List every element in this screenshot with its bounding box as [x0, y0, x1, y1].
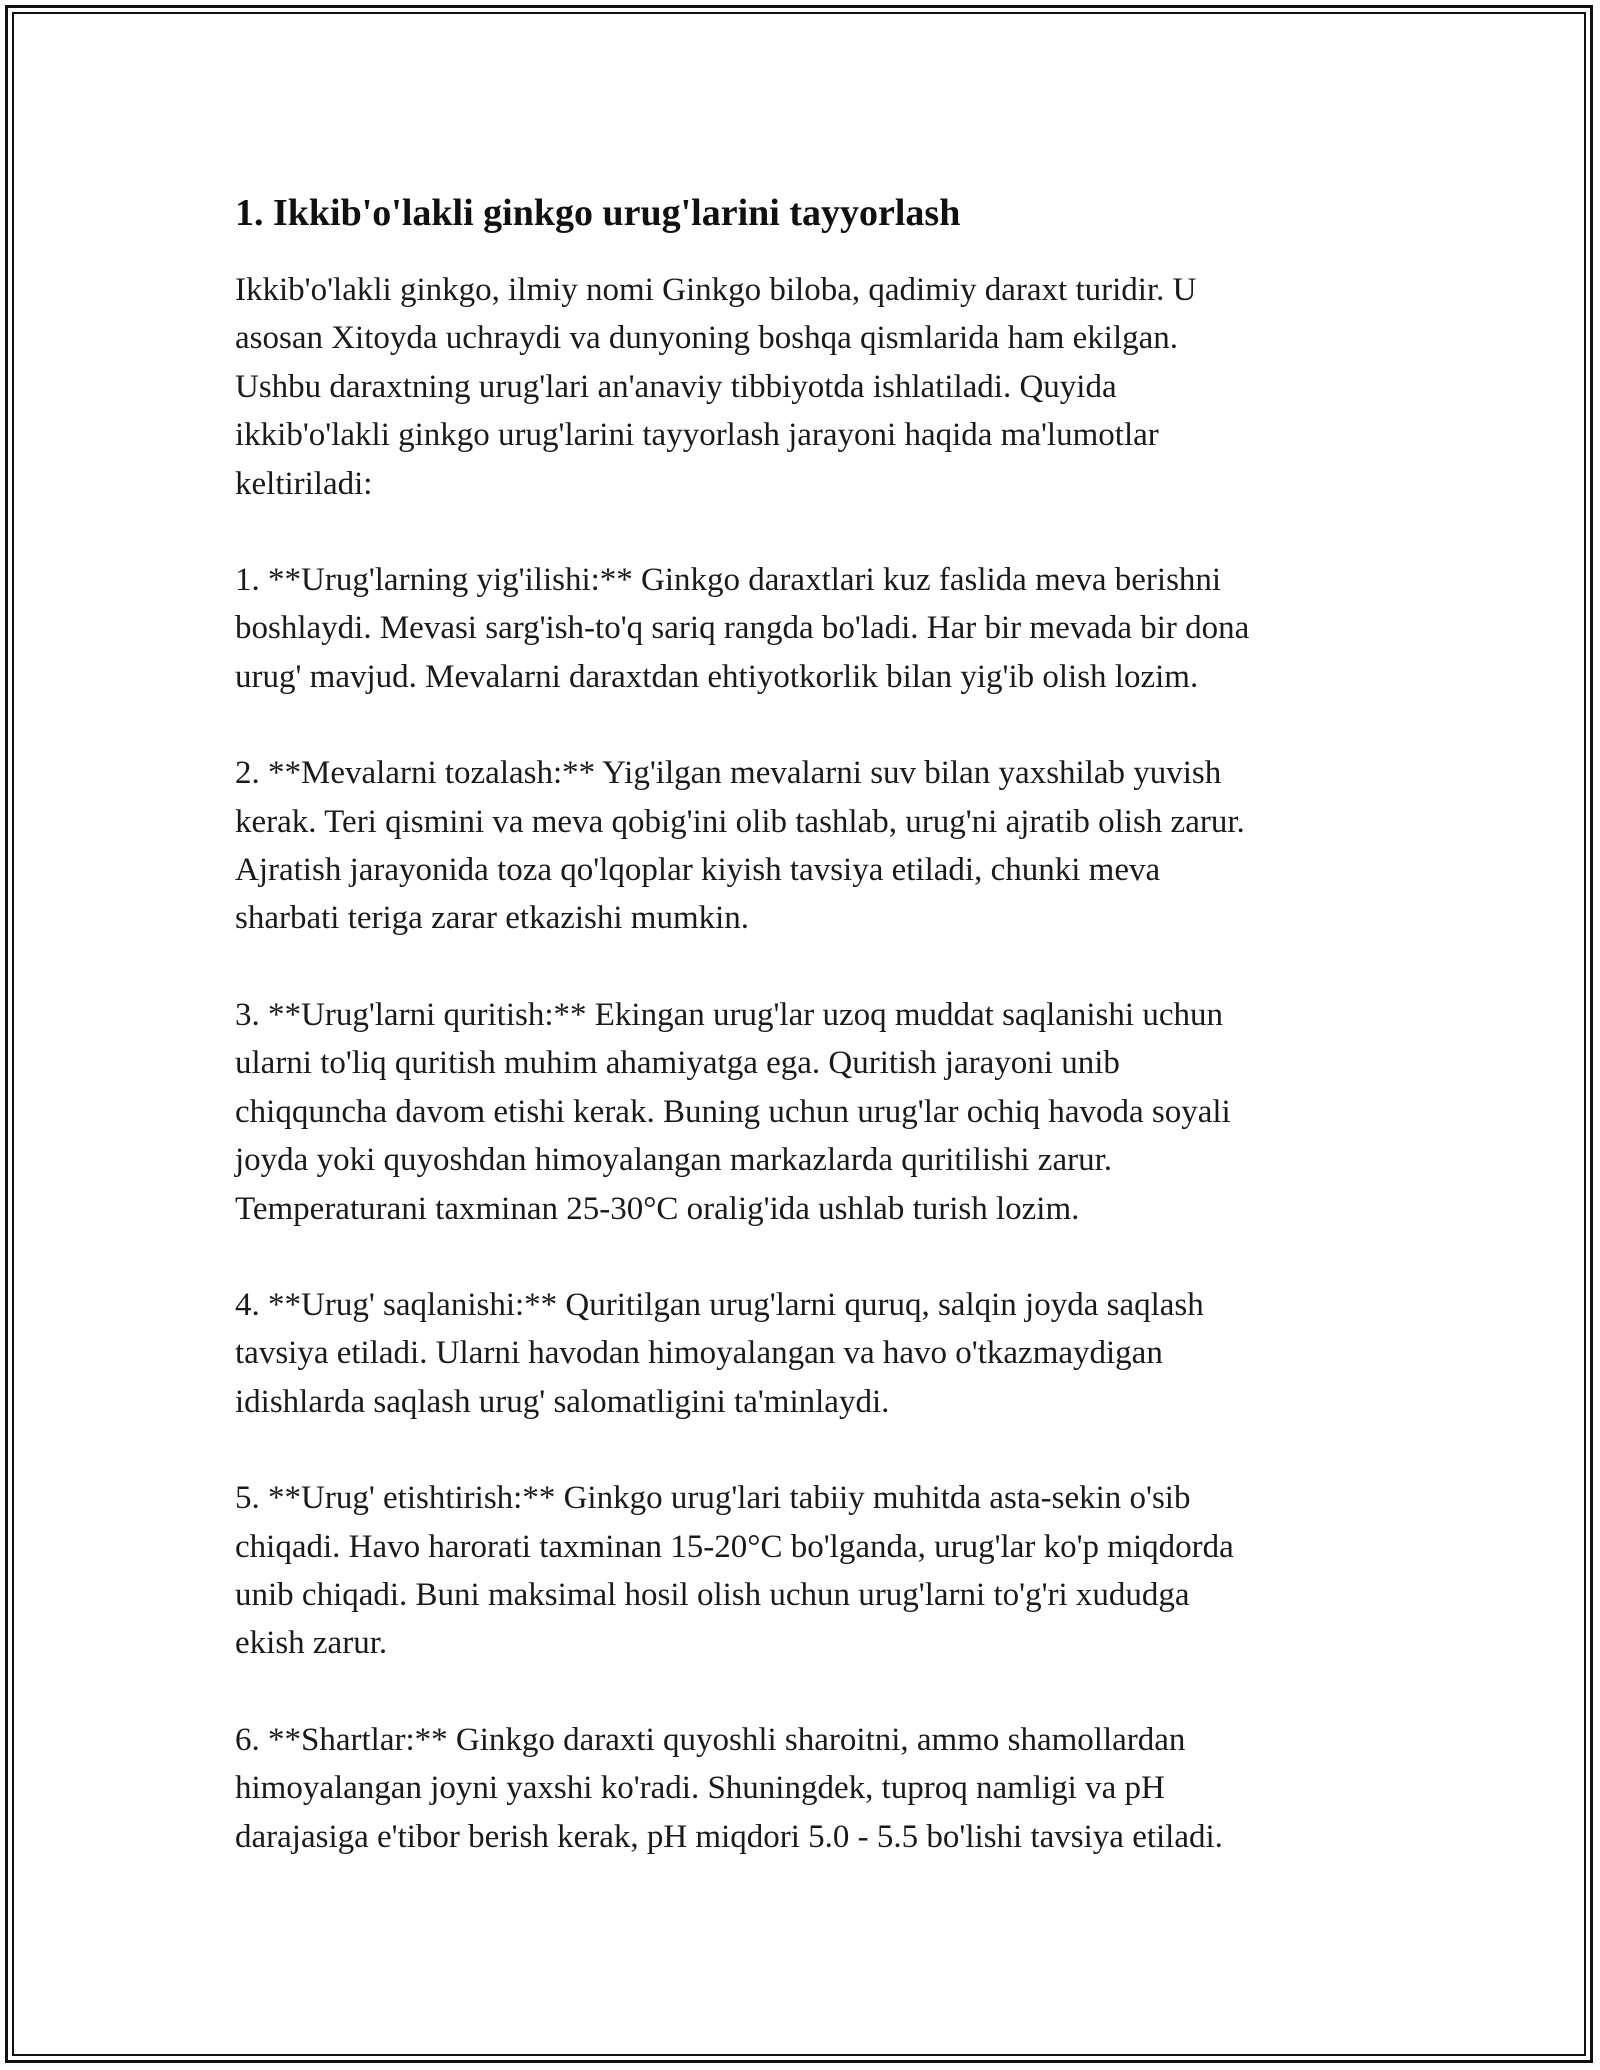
step-3-line: ularni to'liq quritish muhim ahamiyatga ega. Quritish jarayoni unib — [235, 1045, 1120, 1082]
step-2-line: sharbati teriga zarar etkazishi mumkin. — [235, 900, 750, 937]
step-5-line: ekish zarur. — [235, 1625, 388, 1662]
step-2-line: 2. **Mevalarni tozalash:** Yig'ilgan mevalarni suv bilan yaxshilab yuvish — [235, 755, 1222, 792]
intro-line: ikkib'o'lakli ginkgo urug'larini tayyorlash jarayoni haqida ma'lumotlar — [235, 417, 1159, 454]
step-1-line: urug' mavjud. Mevalarni daraxtdan ehtiyotkorlik bilan yig'ib olish lozim. — [235, 658, 1199, 695]
step-2-line: kerak. Teri qismini va meva qobig'ini olib tashlab, urug'ni ajratib olish zarur. — [235, 803, 1245, 840]
document-body — [235, 188, 1375, 1909]
step-3-line: 3. **Urug'larni quritish:** Ekingan urug'lar uzoq muddat saqlanishi uchun — [235, 996, 1223, 1033]
step-1-line: 1. **Urug'larning yig'ilishi:** Ginkgo daraxtlari kuz faslida meva berishni — [235, 562, 1222, 599]
step-1-paragraph — [235, 556, 1375, 701]
step-4-paragraph — [235, 1281, 1375, 1426]
step-3-line: joyda yoki quyoshdan himoyalangan markazlarda quritilishi zarur. — [235, 1142, 1113, 1179]
step-4-line: 4. **Urug' saqlanishi:** Quritilgan urug'larni quruq, salqin joyda saqlash — [235, 1286, 1204, 1323]
step-2-paragraph — [235, 749, 1375, 943]
intro-line: Ushbu daraxtning urug'lari an'anaviy tibbiyotda ishlatiladi. Quyida — [235, 368, 1117, 405]
intro-line: Ikkib'o'lakli ginkgo, ilmiy nomi Ginkgo biloba, qadimiy daraxt turidir. U — [235, 272, 1197, 308]
step-6-line: himoyalangan joyni yaxshi ko'radi. Shuningdek, tuproq namligi va pH — [235, 1770, 1165, 1807]
step-1-line: boshlaydi. Mevasi sarg'ish-to'q sariq rangda bo'ladi. Har bir mevada bir dona — [235, 610, 1250, 647]
intro-paragraph — [235, 266, 1375, 508]
intro-line: keltiriladi: — [235, 465, 373, 502]
step-6-line: 6. **Shartlar:** Ginkgo daraxti quyoshli sharoitni, ammo shamollardan — [235, 1721, 1186, 1758]
step-5-line: 5. **Urug' etishtirish:** Ginkgo urug'lari tabiiy muhitda asta-sekin o'sib — [235, 1480, 1191, 1517]
step-6-paragraph — [235, 1716, 1375, 1861]
step-5-line: chiqadi. Havo harorati taxminan 15-20°C bo'lganda, urug'lar ko'p miqdorda — [235, 1528, 1234, 1565]
step-5-paragraph — [235, 1474, 1375, 1668]
document-title: 1. Ikkib'o'lakli ginkgo urug'larini tayyorlash — [235, 192, 961, 234]
step-4-line: idishlarda saqlash urug' salomatligini ta'minlaydi. — [235, 1383, 890, 1420]
step-3-line: chiqquncha davom etishi kerak. Buning uchun urug'lar ochiq havoda soyali — [235, 1093, 1231, 1130]
step-3-paragraph — [235, 991, 1375, 1233]
step-3-line: Temperaturani taxminan 25-30°C oralig'ida ushlab turish lozim. — [235, 1190, 1080, 1227]
step-5-line: unib chiqadi. Buni maksimal hosil olish uchun urug'larni to'g'ri xududga — [235, 1576, 1190, 1613]
intro-line: asosan Xitoyda uchraydi va dunyoning boshqa qismlarida ham ekilgan. — [235, 320, 1179, 357]
step-2-line: Ajratish jarayonida toza qo'lqoplar kiyish tavsiya etiladi, chunki meva — [235, 852, 1161, 889]
step-6-line: darajasiga e'tibor berish kerak, pH miqdori 5.0 - 5.5 bo'lishi tavsiya etiladi. — [235, 1818, 1223, 1855]
step-4-line: tavsiya etiladi. Ularni havodan himoyalangan va havo o'tkazmaydigan — [235, 1335, 1163, 1372]
